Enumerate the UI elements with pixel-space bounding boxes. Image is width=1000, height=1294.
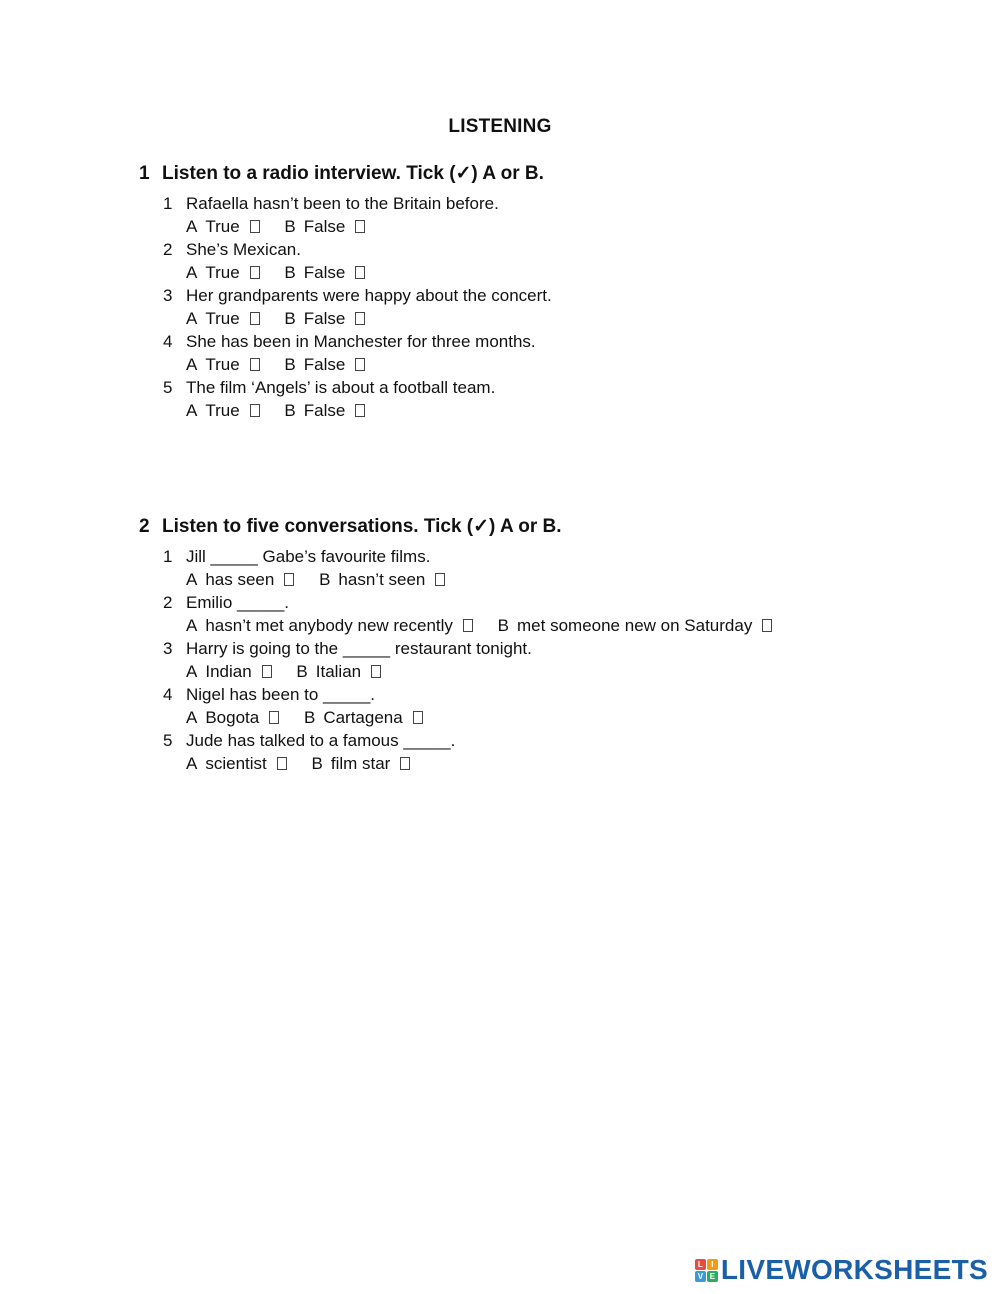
option-letter: B (284, 355, 296, 374)
question-text: She has been in Manchester for three months. (186, 332, 536, 351)
question-text: Jude has talked to a famous _____. (186, 731, 456, 750)
tick-box[interactable] (413, 711, 423, 724)
option-letter: B (296, 662, 308, 681)
question-number: 1 (163, 194, 173, 213)
tick-box[interactable] (762, 619, 772, 632)
option-text: True (205, 263, 240, 282)
option-a[interactable] (186, 307, 260, 330)
section-1 (139, 162, 552, 420)
question (163, 637, 772, 660)
tick-box[interactable] (355, 358, 365, 371)
tick-box[interactable] (463, 619, 473, 632)
question-text: Nigel has been to _____. (186, 685, 376, 704)
option-text: hasn’t seen (338, 570, 426, 589)
option-b[interactable] (319, 568, 445, 591)
option-b[interactable] (284, 399, 365, 422)
option-text: hasn’t met anybody new recently (205, 616, 453, 635)
option-text: Bogota (205, 708, 260, 727)
section-heading (139, 162, 544, 188)
option-letter: A (186, 708, 198, 727)
answer-options (163, 660, 772, 683)
option-letter: B (284, 263, 296, 282)
answer-options (163, 215, 552, 238)
question-text: The film ‘Angels’ is about a football team. (186, 378, 496, 397)
option-text: False (303, 217, 346, 236)
option-text: Italian (315, 662, 362, 681)
option-text: False (303, 263, 346, 282)
option-text: Indian (205, 662, 252, 681)
tick-box[interactable] (355, 266, 365, 279)
option-b[interactable] (284, 307, 365, 330)
option-text: film star (330, 754, 391, 773)
option-letter: A (186, 309, 198, 328)
answer-options (163, 614, 772, 637)
option-letter: B (284, 217, 296, 236)
option-a[interactable] (186, 568, 294, 591)
option-a[interactable] (186, 399, 260, 422)
section-number: 1 (139, 163, 150, 184)
option-text: True (205, 217, 240, 236)
answer-options (163, 307, 552, 330)
option-letter: A (186, 217, 198, 236)
liveworksheets-icon (695, 1259, 718, 1282)
question-text: Her grandparents were happy about the concert. (186, 286, 552, 305)
question-number: 4 (163, 685, 173, 704)
option-a[interactable] (186, 660, 272, 683)
option-text: False (303, 309, 346, 328)
option-a[interactable] (186, 614, 473, 637)
section-2 (139, 515, 753, 773)
answer-options (163, 353, 552, 376)
tick-box[interactable] (269, 711, 279, 724)
option-letter: A (186, 616, 198, 635)
section-heading (139, 515, 562, 541)
tick-box[interactable] (355, 220, 365, 233)
option-b[interactable] (498, 614, 773, 637)
tick-box[interactable] (250, 266, 260, 279)
answer-options (163, 261, 552, 284)
answer-options (163, 399, 552, 422)
tick-box[interactable] (284, 573, 294, 586)
option-a[interactable] (186, 752, 287, 775)
option-letter: B (284, 401, 296, 420)
question-list (163, 545, 772, 775)
question-number: 3 (163, 286, 173, 305)
option-b[interactable] (284, 261, 365, 284)
option-b[interactable] (284, 353, 365, 376)
option-text: scientist (205, 754, 267, 773)
option-b[interactable] (312, 752, 411, 775)
option-text: Cartagena (323, 708, 403, 727)
option-a[interactable] (186, 261, 260, 284)
icon-letter: I (707, 1259, 718, 1270)
option-text: has seen (205, 570, 275, 589)
question-text: Jill _____ Gabe’s favourite films. (186, 547, 431, 566)
question (163, 376, 552, 399)
option-letter: B (284, 309, 296, 328)
question-list (163, 192, 552, 422)
option-letter: A (186, 401, 198, 420)
answer-options (163, 568, 772, 591)
icon-letter: V (695, 1271, 706, 1282)
tick-box[interactable] (355, 312, 365, 325)
question (163, 545, 772, 568)
tick-box[interactable] (250, 220, 260, 233)
option-text: True (205, 355, 240, 374)
option-a[interactable] (186, 706, 279, 729)
section-instruction: Listen to a radio interview. Tick (✓) A or B. (162, 163, 544, 184)
question-text: Rafaella hasn’t been to the Britain before. (186, 194, 499, 213)
tick-box[interactable] (400, 757, 410, 770)
question-number: 4 (163, 332, 173, 351)
tick-box[interactable] (250, 312, 260, 325)
tick-box[interactable] (277, 757, 287, 770)
tick-box[interactable] (355, 404, 365, 417)
option-letter: A (186, 355, 198, 374)
question-number: 3 (163, 639, 173, 658)
option-letter: A (186, 662, 198, 681)
option-letter: A (186, 263, 198, 282)
option-text: False (303, 355, 346, 374)
question-text: Emilio _____. (186, 593, 290, 612)
option-letter: B (303, 708, 316, 727)
question (163, 192, 552, 215)
section-number: 2 (139, 516, 150, 537)
question-number: 2 (163, 593, 173, 612)
option-a[interactable] (186, 215, 260, 238)
option-a[interactable] (186, 353, 260, 376)
option-letter: B (497, 616, 510, 635)
tick-box[interactable] (371, 665, 381, 678)
option-text: True (205, 401, 240, 420)
answer-options (163, 706, 772, 729)
tick-box[interactable] (250, 404, 260, 417)
option-text: False (303, 401, 346, 420)
brand-name: LIVEWORKSHEETS (720, 1254, 988, 1285)
tick-box[interactable] (262, 665, 272, 678)
question (163, 591, 772, 614)
question-text: Harry is going to the _____ restaurant tonight. (186, 639, 532, 658)
option-text: True (205, 309, 240, 328)
page-title: LISTENING (448, 116, 552, 137)
answer-options (163, 752, 772, 775)
section-instruction: Listen to five conversations. Tick (✓) A or B. (162, 516, 562, 537)
question (163, 238, 552, 261)
brand-logo (695, 1253, 988, 1287)
option-letter: A (186, 570, 198, 589)
question (163, 284, 552, 307)
option-b[interactable] (296, 660, 381, 683)
icon-letter: L (695, 1259, 706, 1270)
tick-box[interactable] (435, 573, 445, 586)
option-letter: B (319, 570, 331, 589)
question-number: 5 (163, 378, 173, 397)
question (163, 330, 552, 353)
question (163, 683, 772, 706)
option-letter: B (311, 754, 323, 773)
option-b[interactable] (284, 215, 365, 238)
tick-box[interactable] (250, 358, 260, 371)
question-number: 2 (163, 240, 173, 259)
question-number: 5 (163, 731, 173, 750)
question-text: She’s Mexican. (186, 240, 301, 259)
icon-letter: E (707, 1271, 718, 1282)
option-b[interactable] (304, 706, 423, 729)
option-text: met someone new on Saturday (517, 616, 753, 635)
question (163, 729, 772, 752)
option-letter: A (186, 754, 198, 773)
question-number: 1 (163, 547, 173, 566)
